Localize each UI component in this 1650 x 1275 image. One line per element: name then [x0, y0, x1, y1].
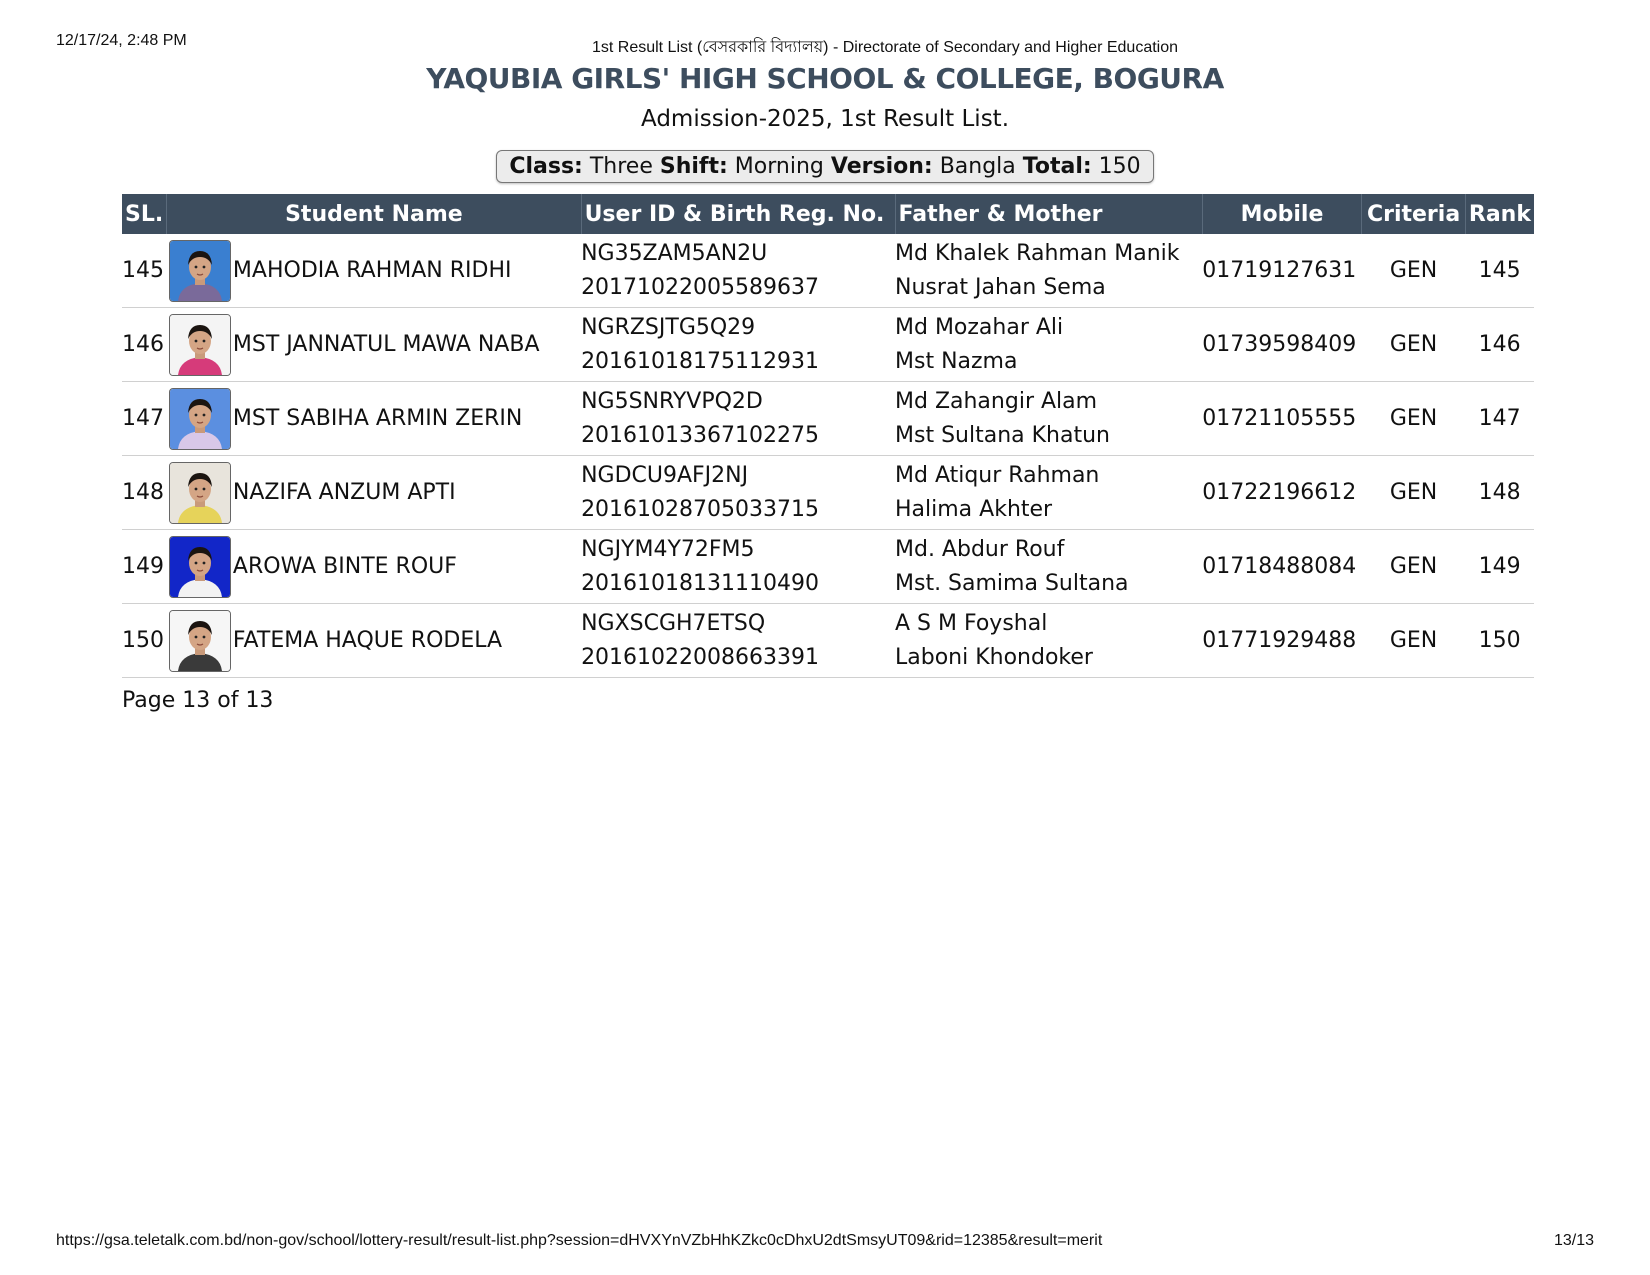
row-sl: 145	[122, 234, 167, 308]
row-sl: 148	[122, 456, 167, 530]
rank: 147	[1465, 382, 1534, 456]
table-header-row	[122, 194, 1534, 234]
student-photo	[169, 388, 231, 450]
criteria: GEN	[1362, 382, 1466, 456]
father-name: A S M Foyshal	[895, 610, 1048, 636]
father-name: Md Zahangir Alam	[895, 388, 1098, 414]
student-name: AROWA BINTE ROUF	[233, 530, 581, 604]
table-row	[122, 308, 1534, 382]
table-row	[122, 234, 1534, 308]
total-label: Total:	[1022, 154, 1092, 179]
student-name: FATEMA HAQUE RODELA	[233, 604, 581, 678]
criteria: GEN	[1362, 308, 1466, 382]
version-value: Bangla	[939, 154, 1016, 179]
student-name: NAZIFA ANZUM APTI	[233, 456, 581, 530]
header-rank: Rank	[1465, 194, 1534, 234]
student-portrait-icon	[170, 611, 230, 671]
result-list-subtitle: Admission-2025, 1st Result List.	[640, 106, 1010, 132]
rank: 149	[1465, 530, 1534, 604]
header-student-name: Student Name	[167, 194, 581, 234]
mother-name: Laboni Khondoker	[895, 644, 1093, 670]
mother-name: Mst Nazma	[895, 348, 1018, 374]
print-datetime: 12/17/24, 2:48 PM	[56, 32, 187, 49]
student-portrait-icon	[170, 315, 230, 375]
page-url: https://gsa.teletalk.com.bd/non-gov/school/lottery-result/result-list.php?session=dHVXYnVZbHhKZkc0cDhxU2dtSmsyUT09&rid=12385&result=merit	[56, 1232, 1103, 1249]
criteria: GEN	[1362, 234, 1466, 308]
row-sl: 147	[122, 382, 167, 456]
birth-reg-no: 20161013367102275	[581, 422, 820, 448]
criteria: GEN	[1362, 456, 1466, 530]
rank: 150	[1465, 604, 1534, 678]
mother-name: Mst Sultana Khatun	[895, 422, 1110, 448]
mother-name: Mst. Samima Sultana	[895, 570, 1129, 596]
total-value: 150	[1098, 154, 1141, 179]
mobile-number: 01719127631	[1202, 234, 1362, 308]
student-portrait-icon	[170, 389, 230, 449]
birth-reg-no: 20161018131110490	[581, 570, 820, 596]
rank: 145	[1465, 234, 1534, 308]
birth-reg-no: 20161028705033715	[581, 496, 820, 522]
criteria: GEN	[1362, 604, 1466, 678]
table-row	[122, 382, 1534, 456]
student-portrait-icon	[170, 463, 230, 523]
mobile-number: 01771929488	[1202, 604, 1362, 678]
header-sl: SL.	[122, 194, 167, 234]
page-indicator: Page 13 of 13	[122, 688, 274, 713]
row-sl: 146	[122, 308, 167, 382]
father-name: Md Khalek Rahman Manik	[895, 240, 1180, 266]
father-name: Md Mozahar Ali	[895, 314, 1064, 340]
shift-value: Morning	[734, 154, 824, 179]
student-photo	[169, 536, 231, 598]
header-parents: Father & Mother	[895, 194, 1202, 234]
shift-label: Shift:	[659, 154, 728, 179]
header-user-id: User ID & Birth Reg. No.	[581, 194, 895, 234]
version-label: Version:	[830, 154, 933, 179]
mobile-number: 01739598409	[1202, 308, 1362, 382]
table-row	[122, 604, 1534, 678]
student-photo	[169, 240, 231, 302]
father-name: Md Atiqur Rahman	[895, 462, 1100, 488]
user-id: NGXSCGH7ETSQ	[581, 610, 766, 636]
student-name: MAHODIA RAHMAN RIDHI	[233, 234, 581, 308]
student-name: MST JANNATUL MAWA NABA	[233, 308, 581, 382]
row-sl: 149	[122, 530, 167, 604]
table-row	[122, 456, 1534, 530]
header-criteria: Criteria	[1362, 194, 1466, 234]
criteria: GEN	[1362, 530, 1466, 604]
student-name: MST SABIHA ARMIN ZERIN	[233, 382, 581, 456]
user-id: NGJYM4Y72FM5	[581, 536, 755, 562]
rank: 148	[1465, 456, 1534, 530]
student-photo	[169, 314, 231, 376]
user-id: NGRZSJTG5Q29	[581, 314, 756, 340]
class-info-box	[496, 150, 1153, 183]
birth-reg-no: 20171022005589637	[581, 274, 820, 300]
print-page-count: 13/13	[1553, 1232, 1594, 1249]
rank: 146	[1465, 308, 1534, 382]
table-row	[122, 530, 1534, 604]
class-label: Class:	[509, 154, 583, 179]
mobile-number: 01721105555	[1202, 382, 1362, 456]
header-mobile: Mobile	[1202, 194, 1362, 234]
user-id: NG35ZAM5AN2U	[581, 240, 768, 266]
birth-reg-no: 20161022008663391	[581, 644, 820, 670]
father-name: Md. Abdur Rouf	[895, 536, 1065, 562]
student-portrait-icon	[170, 537, 230, 597]
birth-reg-no: 20161018175112931	[581, 348, 820, 374]
row-sl: 150	[122, 604, 167, 678]
mother-name: Nusrat Jahan Sema	[895, 274, 1106, 300]
user-id: NGDCU9AFJ2NJ	[581, 462, 749, 488]
user-id: NG5SNRYVPQ2D	[581, 388, 763, 414]
student-photo	[169, 462, 231, 524]
print-document-title: 1st Result List (বেসরকারি বিদ্যালয়) - Directorate of Secondary and Higher Education	[591, 39, 1179, 56]
mobile-number: 01718488084	[1202, 530, 1362, 604]
class-value: Three	[589, 154, 653, 179]
mobile-number: 01722196612	[1202, 456, 1362, 530]
result-table	[122, 194, 1534, 678]
mother-name: Halima Akhter	[895, 496, 1053, 522]
student-photo	[169, 610, 231, 672]
school-name: YAQUBIA GIRLS' HIGH SCHOOL & COLLEGE, BOGURA	[426, 62, 1224, 95]
student-portrait-icon	[170, 241, 230, 301]
